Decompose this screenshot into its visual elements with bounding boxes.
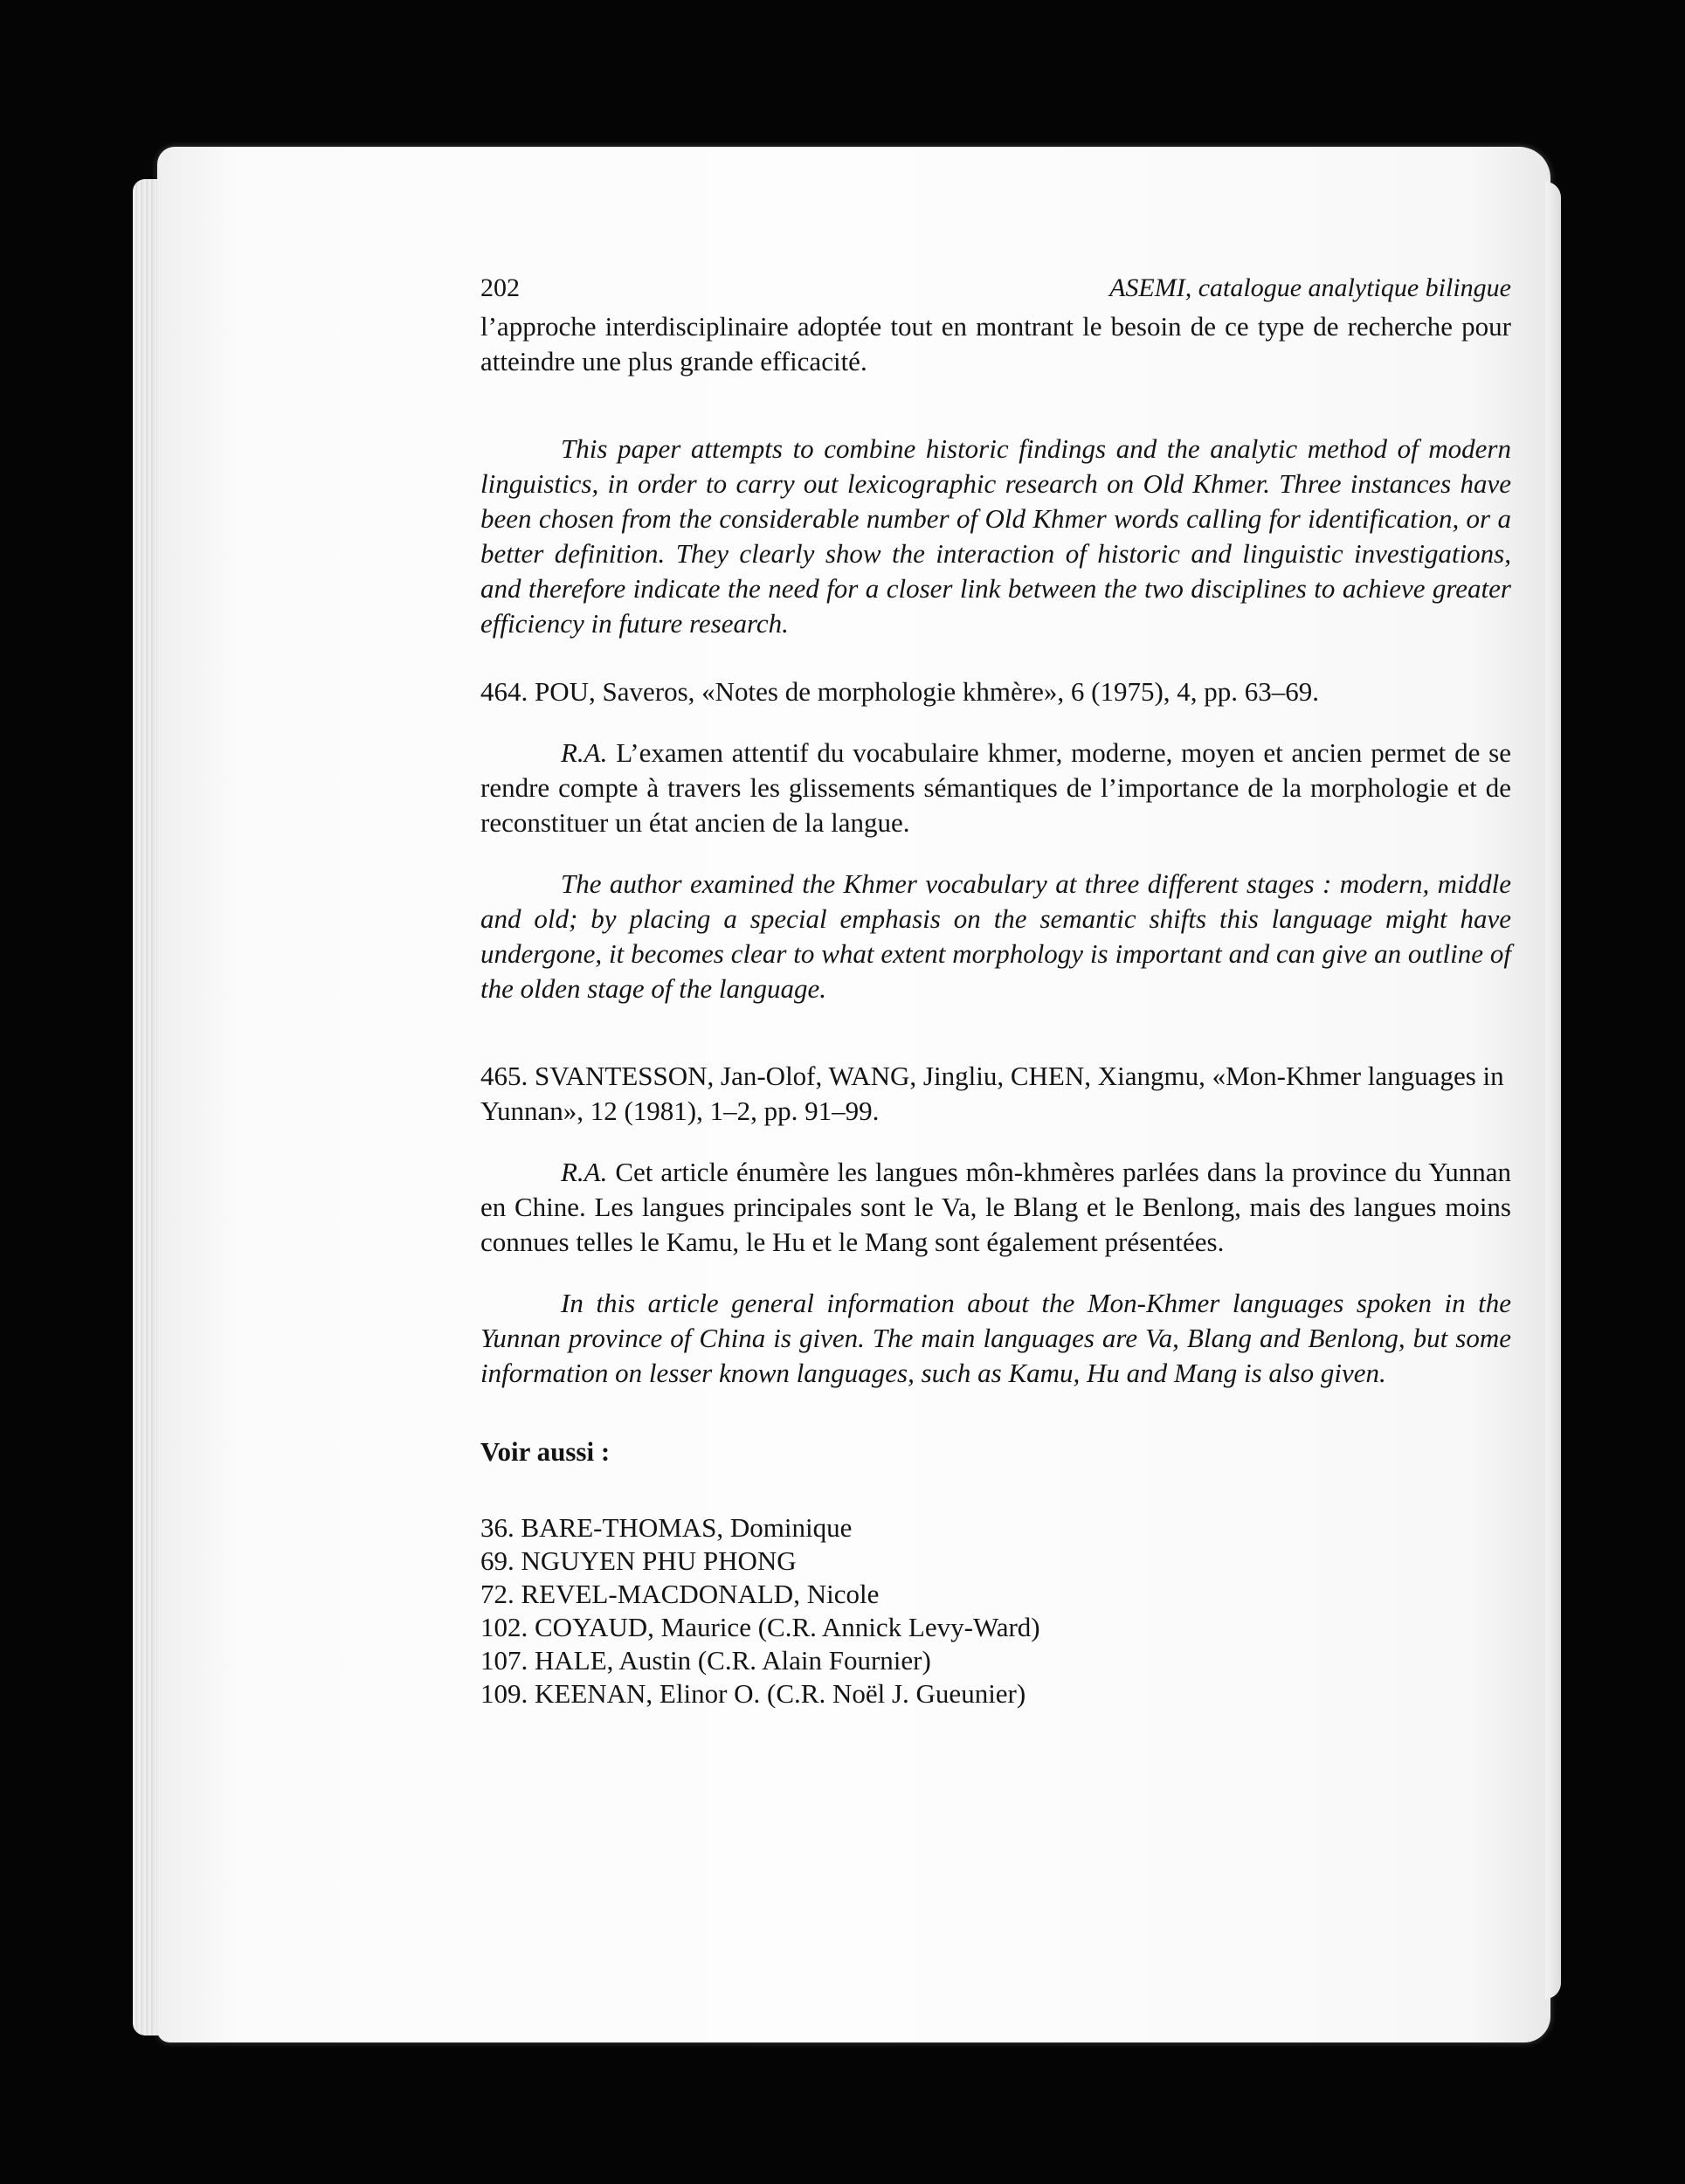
list-item: 36. BARE-THOMAS, Dominique	[480, 1512, 853, 1543]
running-head	[480, 271, 1511, 306]
ra-label: R.A.	[561, 737, 608, 768]
see-also-list	[480, 1511, 1511, 1711]
page-content	[480, 271, 1511, 1711]
ra-label: R.A.	[561, 1157, 608, 1187]
list-item: 69. NGUYEN PHU PHONG	[480, 1545, 797, 1576]
entry-465-resume-text: Cet article énumère les langues môn-khmères parlées dans la province du Yunnan en Chine. Les langues principales sont le Va, le Blang et le Benlong, mais des langues moins connues telles le Kamu, le Hu et le Mang sont également présentées.	[480, 1157, 1512, 1257]
list-item: 72. REVEL-MACDONALD, Nicole	[480, 1579, 880, 1609]
page-number: 202	[480, 273, 520, 302]
entry-465-abstract: In this article general information about the Mon-Khmer languages spoken in the Yunnan province of China is given. The main languages are Va, Blang and Benlong, but some information on lesser known languages, such as Kamu, Hu and Mang is also given.	[480, 1288, 1511, 1388]
entry-464-abstract: The author examined the Khmer vocabulary at three different stages : modern, middle and old; by placing a special emphasis on the semantic shifts this language might have undergone, it becomes clear to what extent morphology is important and can give an outline of the olden stage of the language.	[480, 868, 1511, 1004]
running-title: ASEMI, catalogue analytique bilingue	[1109, 273, 1511, 302]
list-item: 102. COYAUD, Maurice (C.R. Annick Levy-Ward)	[480, 1612, 1040, 1642]
intro-french-continuation: l’approche interdisciplinaire adoptée tout en montrant le besoin de ce type de recherche pour atteindre une plus grande efficacité.	[480, 311, 1511, 377]
list-item: 107. HALE, Austin (C.R. Alain Fournier)	[480, 1645, 931, 1676]
entry-464-resume-text: L’examen attentif du vocabulaire khmer, moderne, moyen et ancien permet de se rendre compte à travers les glissements sémantiques de l’importance de la morphologie et de reconstituer un état ancien de la langue.	[480, 737, 1511, 838]
intro-english-abstract: This paper attempts to combine historic findings and the analytic method of modern linguistics, in order to carry out lexicographic research on Old Khmer. Three instances have been chosen from the considerable number of Old Khmer words calling for identification, or a better definition. They clearly show the interaction of historic and linguistic investigations, and therefore indicate the need for a closer link between the two disciplines to achieve greater efficiency in future research.	[480, 433, 1511, 639]
entry-465-resume	[480, 1155, 1511, 1260]
entry-464-citation: 464. POU, Saveros, «Notes de morphologie khmère», 6 (1975), 4, pp. 63–69.	[480, 676, 1320, 707]
entry-465-citation: 465. SVANTESSON, Jan-Olof, WANG, Jingliu, CHEN, Xiangmu, «Mon-Khmer languages in Yunnan», 12 (1981), 1–2, pp. 91–99.	[480, 1061, 1504, 1126]
see-also-heading: Voir aussi :	[480, 1436, 611, 1467]
entry-464-resume	[480, 736, 1511, 840]
list-item: 109. KEENAN, Elinor O. (C.R. Noël J. Gueunier)	[480, 1678, 1026, 1709]
